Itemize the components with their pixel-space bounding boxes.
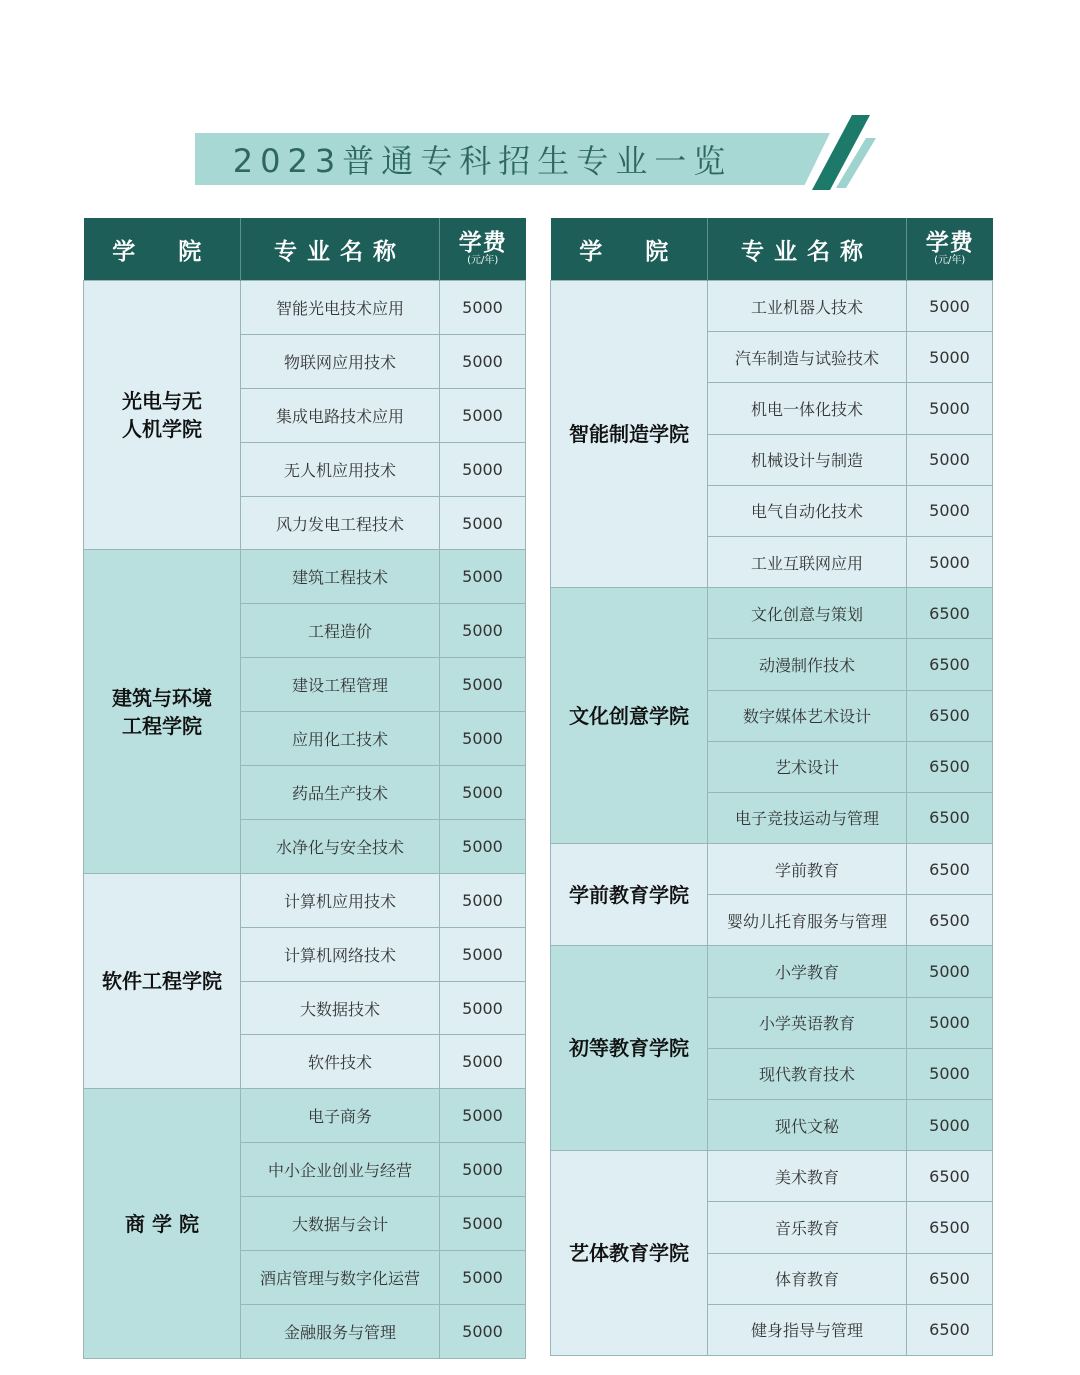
- major-name: 电子商务: [241, 1089, 440, 1143]
- table-row: [84, 1089, 526, 1143]
- major-fee: 5000: [907, 383, 993, 434]
- major-name: 金融服务与管理: [241, 1304, 440, 1358]
- major-name: 美术教育: [708, 1151, 907, 1202]
- major-fee: 5000: [440, 281, 526, 335]
- major-fee: 6500: [907, 588, 993, 639]
- major-name: 电子竞技运动与管理: [708, 792, 907, 843]
- major-fee: 6500: [907, 690, 993, 741]
- major-name: 婴幼儿托育服务与管理: [708, 895, 907, 946]
- header-fee-unit: (元/年): [934, 255, 966, 266]
- major-name: 应用化工技术: [241, 712, 440, 766]
- major-fee: 6500: [907, 639, 993, 690]
- major-fee: 6500: [907, 1304, 993, 1355]
- major-name: 药品生产技术: [241, 766, 440, 820]
- table-row: [551, 1151, 993, 1202]
- header-fee-label: 学费: [925, 230, 974, 256]
- major-fee: 5000: [907, 281, 993, 332]
- major-fee: 5000: [440, 658, 526, 712]
- major-fee: 5000: [440, 1304, 526, 1358]
- college-name: 光电与无 人机学院: [84, 281, 241, 550]
- major-fee: 5000: [440, 1251, 526, 1305]
- table-row: [551, 946, 993, 997]
- major-fee: 5000: [440, 334, 526, 388]
- header-fee: [907, 218, 993, 281]
- major-name: 小学英语教育: [708, 997, 907, 1048]
- header-major: 专业名称: [708, 218, 907, 281]
- major-fee: 5000: [440, 1143, 526, 1197]
- major-fee: 6500: [907, 792, 993, 843]
- major-fee: 6500: [907, 844, 993, 895]
- major-name: 酒店管理与数字化运营: [241, 1251, 440, 1305]
- major-fee: 5000: [440, 873, 526, 927]
- college-name: 软件工程学院: [84, 873, 241, 1089]
- major-name: 机械设计与制造: [708, 434, 907, 485]
- major-name: 数字媒体艺术设计: [708, 690, 907, 741]
- page-title: 2023普通专科招生专业一览: [232, 142, 733, 180]
- header-major: 专业名称: [241, 218, 440, 281]
- major-name: 体育教育: [708, 1253, 907, 1304]
- major-fee: 5000: [440, 819, 526, 873]
- decorative-stripe-light: [836, 138, 876, 188]
- major-name: 建设工程管理: [241, 658, 440, 712]
- major-fee: 5000: [440, 1035, 526, 1089]
- major-name: 计算机应用技术: [241, 873, 440, 927]
- major-fee: 5000: [907, 997, 993, 1048]
- major-name: 现代教育技术: [708, 1048, 907, 1099]
- table-header-row: [84, 218, 526, 281]
- header-fee-unit: (元/年): [467, 255, 499, 266]
- major-fee: 5000: [440, 496, 526, 550]
- table-row: [84, 550, 526, 604]
- major-name: 计算机网络技术: [241, 927, 440, 981]
- major-name: 文化创意与策划: [708, 588, 907, 639]
- college-name: 商 学 院: [84, 1089, 241, 1358]
- major-fee: 5000: [440, 442, 526, 496]
- major-name: 艺术设计: [708, 741, 907, 792]
- table-row: [551, 844, 993, 895]
- major-name: 建筑工程技术: [241, 550, 440, 604]
- major-name: 现代文秘: [708, 1100, 907, 1151]
- major-fee: 6500: [907, 1253, 993, 1304]
- major-fee: 5000: [907, 332, 993, 383]
- table-row: [84, 873, 526, 927]
- major-name: 无人机应用技术: [241, 442, 440, 496]
- header-fee: [440, 218, 526, 281]
- major-name: 水净化与安全技术: [241, 819, 440, 873]
- major-name: 动漫制作技术: [708, 639, 907, 690]
- major-name: 大数据技术: [241, 981, 440, 1035]
- major-fee: 5000: [440, 981, 526, 1035]
- major-fee: 5000: [440, 1197, 526, 1251]
- major-name: 大数据与会计: [241, 1197, 440, 1251]
- major-name: 汽车制造与试验技术: [708, 332, 907, 383]
- college-name: 建筑与环境 工程学院: [84, 550, 241, 873]
- major-fee: 5000: [440, 1089, 526, 1143]
- header-college: 学 院: [84, 218, 241, 281]
- college-name: 初等教育学院: [551, 946, 708, 1151]
- major-fee: 5000: [907, 434, 993, 485]
- major-table-right: [550, 218, 993, 1356]
- major-name: 中小企业创业与经营: [241, 1143, 440, 1197]
- major-name: 软件技术: [241, 1035, 440, 1089]
- major-name: 电气自动化技术: [708, 485, 907, 536]
- major-name: 音乐教育: [708, 1202, 907, 1253]
- major-fee: 5000: [907, 1100, 993, 1151]
- table-row: [551, 588, 993, 639]
- major-fee: 6500: [907, 1151, 993, 1202]
- major-name: 智能光电技术应用: [241, 281, 440, 335]
- major-fee: 5000: [440, 604, 526, 658]
- major-fee: 5000: [440, 550, 526, 604]
- major-name: 工程造价: [241, 604, 440, 658]
- major-name: 集成电路技术应用: [241, 388, 440, 442]
- major-name: 工业机器人技术: [708, 281, 907, 332]
- header-college: 学 院: [551, 218, 708, 281]
- major-name: 学前教育: [708, 844, 907, 895]
- major-name: 健身指导与管理: [708, 1304, 907, 1355]
- major-fee: 5000: [440, 712, 526, 766]
- major-name: 风力发电工程技术: [241, 496, 440, 550]
- college-name: 学前教育学院: [551, 844, 708, 946]
- major-fee: 5000: [907, 1048, 993, 1099]
- major-fee: 5000: [440, 766, 526, 820]
- major-fee: 5000: [907, 485, 993, 536]
- major-name: 小学教育: [708, 946, 907, 997]
- major-table-left: [83, 218, 526, 1359]
- major-name: 物联网应用技术: [241, 334, 440, 388]
- major-fee: 6500: [907, 741, 993, 792]
- table-row: [551, 281, 993, 332]
- table-row: [84, 281, 526, 335]
- major-fee: 5000: [440, 388, 526, 442]
- college-name: 艺体教育学院: [551, 1151, 708, 1356]
- college-name: 文化创意学院: [551, 588, 708, 844]
- major-fee: 6500: [907, 895, 993, 946]
- major-fee: 5000: [440, 927, 526, 981]
- major-fee: 5000: [907, 946, 993, 997]
- major-name: 机电一体化技术: [708, 383, 907, 434]
- college-name: 智能制造学院: [551, 281, 708, 588]
- header-fee-label: 学费: [458, 230, 507, 256]
- major-name: 工业互联网应用: [708, 536, 907, 587]
- table-header-row: [551, 218, 993, 281]
- major-fee: 5000: [907, 536, 993, 587]
- major-fee: 6500: [907, 1202, 993, 1253]
